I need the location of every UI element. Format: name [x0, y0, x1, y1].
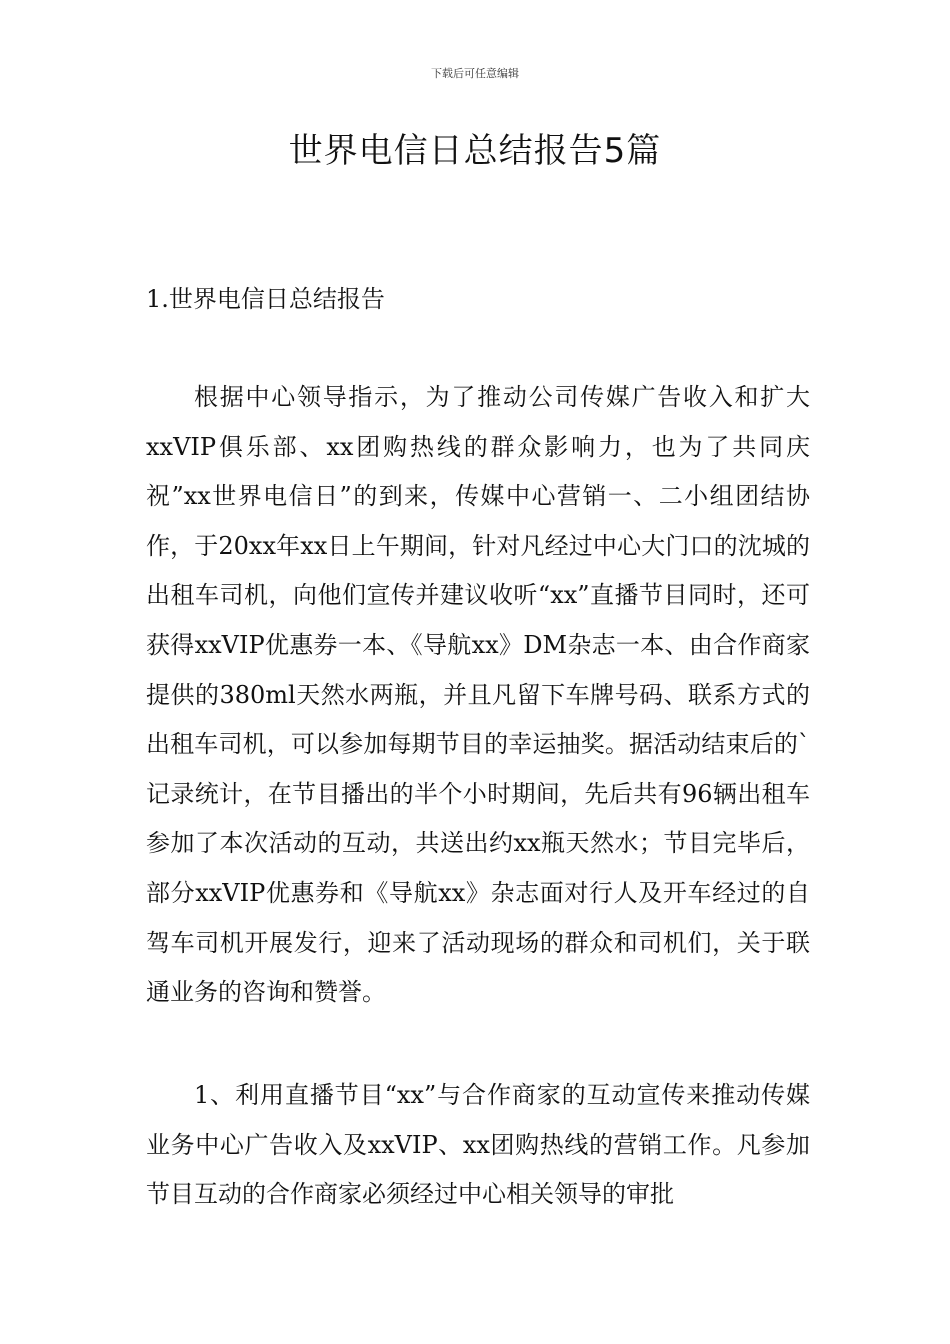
- body-paragraph: 1、利用直播节目“xx”与合作商家的互动宣传来推动传媒业务中心广告收入及xxVIP、xx团购热线的营销工作。凡参加节目互动的合作商家必须经过中心相关领导的审批: [146, 1081, 810, 1209]
- document-title: 世界电信日总结报告5篇: [288, 131, 662, 171]
- section-heading: 1.世界电信日总结报告: [146, 285, 385, 313]
- body-paragraph: 根据中心领导指示，为了推动公司传媒广告收入和扩大xxVIP俱乐部、xx团购热线的群众影响力，也为了共同庆祝”xx世界电信日”的到来，传媒中心营销一、二小组团结协作，于20xx年xx日上午期间，针对凡经过中心大门口的沈城的出租车司机，向他们宣传并建议收听“xx”直播节目同时，还可获得xxVIP优惠券一本、《导航xx》DM杂志一本、由合作商家提供的380ml天然水两瓶，并且凡留下车牌号码、联系方式的出租车司机，可以参加每期节目的幸运抽奖。据活动结束后的`记录统计，在节目播出的半个小时期间，先后共有96辆出租车参加了本次活动的互动，共送出约xx瓶天然水；节目完毕后，部分xxVIP优惠券和《导航xx》杂志面对行人及开车经过的自驾车司机开展发行，迎来了活动现场的群众和司机们，关于联通业务的咨询和赞誉。: [146, 383, 810, 1007]
- header-note: 下载后可任意编辑: [431, 67, 519, 80]
